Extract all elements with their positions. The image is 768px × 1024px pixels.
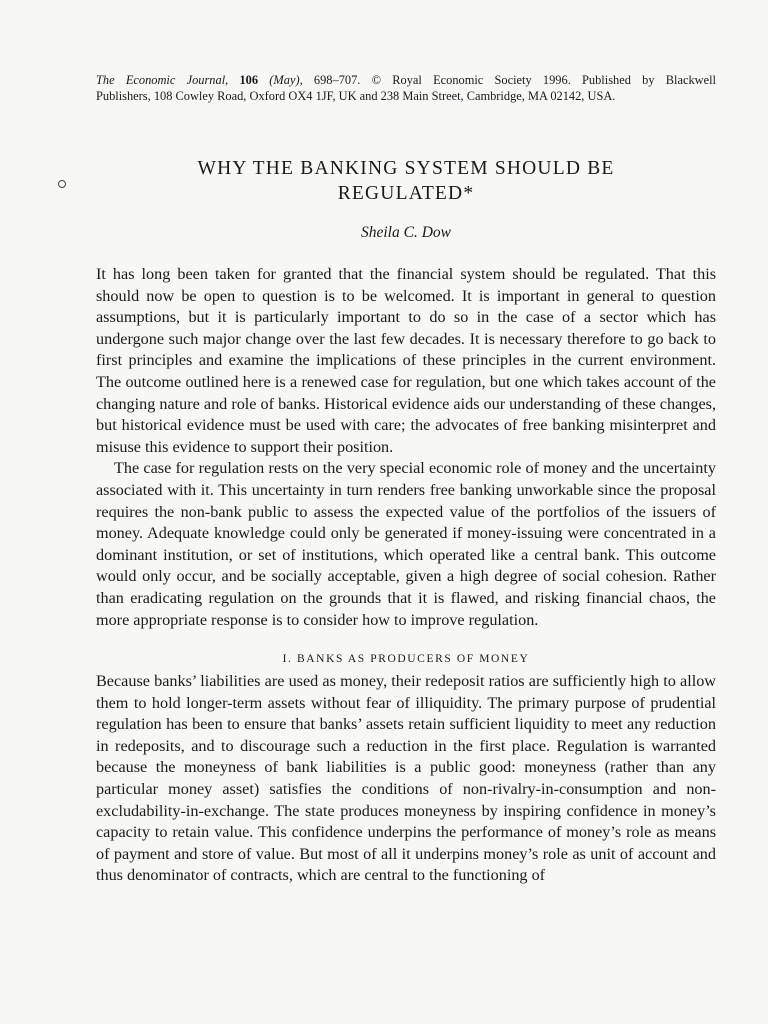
issue: (May), bbox=[269, 73, 303, 87]
article-title-line1: WHY THE BANKING SYSTEM SHOULD BE bbox=[197, 158, 615, 179]
margin-circle-mark bbox=[58, 180, 66, 188]
article-title bbox=[96, 156, 716, 206]
journal-name: The Economic Journal, bbox=[96, 73, 229, 87]
publisher-address: Publishers, 108 Cowley Road, Oxford OX4 1JF, UK and 238 Main Street, Cambridge, MA 02142, USA. bbox=[96, 89, 616, 103]
volume-number: 106 bbox=[239, 73, 259, 87]
author-name: Sheila C. Dow bbox=[361, 224, 451, 241]
masthead bbox=[96, 72, 716, 104]
paragraph-intro: It has long been taken for granted that the financial system should be regulated. That this should now be open to question is to be welcomed. It is important in general to question assumptions, but it is particularly important to do so in the case of a sector which has undergone such major change over the last few decades. It is necessary therefore to go back to first principles and examine the implications of these principles in the current environment. The outcome outlined here is a renewed case for regulation, but one which takes account of the changing nature and role of banks. Historical evidence aids our understanding of these changes, but historical evidence must be used with care; the advocates of free banking misinterpret and misuse this evidence to support their position. bbox=[96, 265, 716, 456]
pages-copyright: 698–707. © Royal Economic Society 1996. Published by Blackwell bbox=[313, 73, 716, 87]
paragraph-case: The case for regulation rests on the very special economic role of money and the uncertainty associated with it. This uncertainty in turn renders free banking unworkable since the proposal requires the non-bank public to assess the expected value of the portfolios of the issuers of money. Adequate knowledge could only be generated if money-issuing were concentrated in a dominant institution, or set of institutions, which operated like a central bank. This outcome would only occur, and be socially acceptable, given a high degree of social cohesion. Rather than eradicating regulation on the grounds that it is flawed, and risking financial chaos, the more appropriate response is to consider how to improve regulation. bbox=[96, 459, 716, 629]
article-body bbox=[96, 264, 716, 887]
article-title-line2: REGULATED* bbox=[337, 183, 475, 204]
section-heading: I. BANKS AS PRODUCERS OF MONEY bbox=[282, 653, 530, 666]
paragraph-section1: Because banks’ liabilities are used as money, their redeposit ratios are sufficiently high to allow them to hold longer-term assets without fear of illiquidity. The primary purpose of prudential regulation has been to ensure that banks’ assets retain sufficient liquidity to meet any reduction in redeposits, and to discourage such a reduction in the first place. Regulation is warranted because the moneyness of bank liabilities is a public good: moneyness (rather than any particular money asset) satisfies the conditions of non-rivalry-in-consumption and non-excludability-in-exchange. The state produces moneyness by inspiring confidence in money’s capacity to retain value. This confidence underpins the performance of money’s role as means of payment and store of value. But most of all it underpins money’s role as unit of account and thus denominator of contracts, which are central to the functioning of bbox=[96, 672, 716, 885]
